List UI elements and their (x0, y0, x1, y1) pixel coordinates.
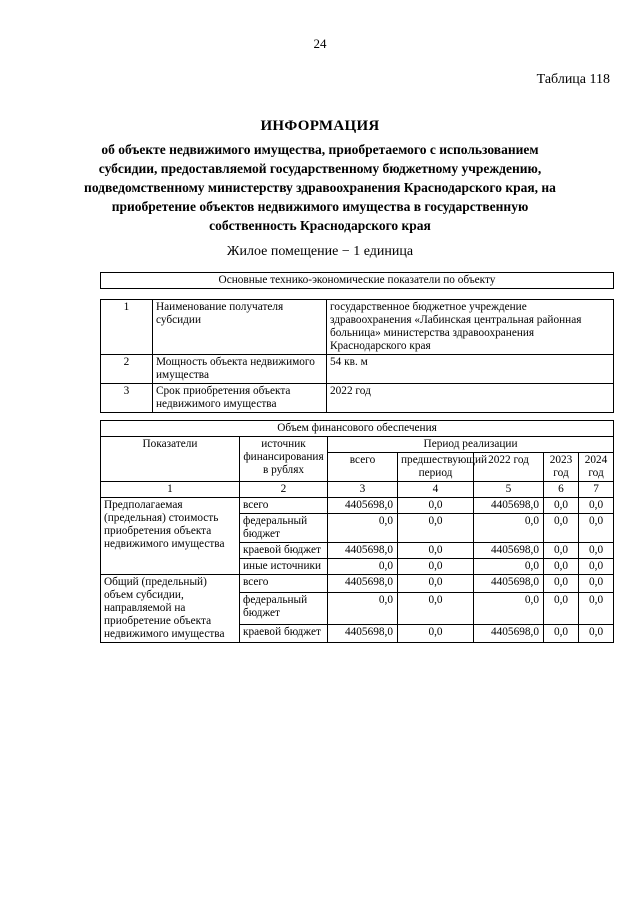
year-2024-cell: 0,0 (579, 498, 614, 514)
source-cell: федеральный бюджет (240, 592, 328, 624)
info-table (100, 272, 614, 289)
table-row (101, 384, 614, 413)
year-2022-cell: 4405698,0 (474, 625, 544, 643)
column-number: 3 (328, 482, 398, 498)
source-cell: иные источники (240, 559, 328, 575)
column-number: 5 (474, 482, 544, 498)
table-label: Таблица 118 (536, 72, 610, 87)
column-numbers-row (101, 482, 614, 498)
row-parameter-value: 54 кв. м (327, 355, 614, 384)
previous-period-cell: 0,0 (398, 625, 474, 643)
section1-rows (100, 299, 614, 413)
total-cell: 0,0 (328, 559, 398, 575)
row-number: 3 (101, 384, 153, 413)
table-row (101, 498, 614, 514)
row-parameter-name: Срок приобретения объекта недвижимого имущества (153, 384, 327, 413)
year-2024-cell: 0,0 (579, 559, 614, 575)
year-2022-cell: 4405698,0 (474, 575, 544, 593)
header-total: всего (328, 453, 398, 482)
year-2022-cell: 4405698,0 (474, 498, 544, 514)
document-title: ИНФОРМАЦИЯ (260, 118, 380, 134)
section-heading-text: Объем финансового обеспечения (101, 421, 614, 437)
source-cell: краевой бюджет (240, 543, 328, 559)
header-row (101, 437, 614, 453)
year-2023-cell: 0,0 (544, 543, 579, 559)
year-2022-cell: 0,0 (474, 559, 544, 575)
financing-table (100, 420, 614, 643)
total-cell: 0,0 (328, 592, 398, 624)
source-cell: всего (240, 498, 328, 514)
header-2024: 2024 год (579, 453, 614, 482)
section-heading-text: Основные технико-экономические показатели по объекту (101, 273, 614, 289)
column-number: 2 (240, 482, 328, 498)
total-cell: 0,0 (328, 514, 398, 543)
previous-period-cell: 0,0 (398, 543, 474, 559)
year-2024-cell: 0,0 (579, 592, 614, 624)
total-cell: 4405698,0 (328, 543, 398, 559)
column-number: 7 (579, 482, 614, 498)
year-2024-cell: 0,0 (579, 575, 614, 593)
year-2023-cell: 0,0 (544, 592, 579, 624)
unit-line: Жилое помещение − 1 единица (226, 244, 414, 259)
year-2022-cell: 0,0 (474, 514, 544, 543)
total-cell: 4405698,0 (328, 498, 398, 514)
year-2023-cell: 0,0 (544, 625, 579, 643)
total-cell: 4405698,0 (328, 625, 398, 643)
year-2023-cell: 0,0 (544, 559, 579, 575)
indicator-label: Предполагаемая (предельная) стоимость приобретения объекта недвижимого имущества (101, 498, 240, 575)
indicator-label: Общий (предельный) объем субсидии, направляемой на приобретение объекта недвижимого имущества (101, 575, 240, 643)
previous-period-cell: 0,0 (398, 514, 474, 543)
header-source: источник финансирования в рублях (240, 437, 328, 482)
section-heading-tech (101, 273, 614, 289)
total-cell: 4405698,0 (328, 575, 398, 593)
column-number: 1 (101, 482, 240, 498)
header-previous: предшествующий период (398, 453, 474, 482)
header-indicators: Показатели (101, 437, 240, 482)
header-2023: 2023 год (544, 453, 579, 482)
column-number: 4 (398, 482, 474, 498)
year-2022-cell: 0,0 (474, 592, 544, 624)
section-heading-finance (101, 421, 614, 437)
row-parameter-name: Наименование получателя субсидии (153, 300, 327, 355)
previous-period-cell: 0,0 (398, 498, 474, 514)
row-parameter-value: 2022 год (327, 384, 614, 413)
year-2024-cell: 0,0 (579, 543, 614, 559)
row-parameter-value: государственное бюджетное учреждение здравоохранения «Лабинская центральная районная больница» министерства здравоохранения Краснодарского края (327, 300, 614, 355)
header-period: Период реализации (328, 437, 614, 453)
table-row (101, 355, 614, 384)
document-subtitle: об объекте недвижимого имущества, приобретаемого с использованием субсидии, предоставляемой государственному бюджетному учреждению, подведомственному министерству здравоохранения Краснодарского края, на приобретение объектов недвижимого имущества в государственную собственность Краснодарского края (84, 142, 556, 233)
page-number: 24 (313, 36, 327, 51)
row-parameter-name: Мощность объекта недвижимого имущества (153, 355, 327, 384)
previous-period-cell: 0,0 (398, 575, 474, 593)
year-2022-cell: 4405698,0 (474, 543, 544, 559)
year-2024-cell: 0,0 (579, 514, 614, 543)
column-number: 6 (544, 482, 579, 498)
table-row (101, 300, 614, 355)
year-2023-cell: 0,0 (544, 575, 579, 593)
row-number: 2 (101, 355, 153, 384)
table-row (101, 575, 614, 593)
year-2024-cell: 0,0 (579, 625, 614, 643)
source-cell: всего (240, 575, 328, 593)
year-2023-cell: 0,0 (544, 498, 579, 514)
row-number: 1 (101, 300, 153, 355)
source-cell: краевой бюджет (240, 625, 328, 643)
year-2023-cell: 0,0 (544, 514, 579, 543)
source-cell: федеральный бюджет (240, 514, 328, 543)
previous-period-cell: 0,0 (398, 592, 474, 624)
previous-period-cell: 0,0 (398, 559, 474, 575)
header-2022: 2022 год (474, 453, 544, 482)
